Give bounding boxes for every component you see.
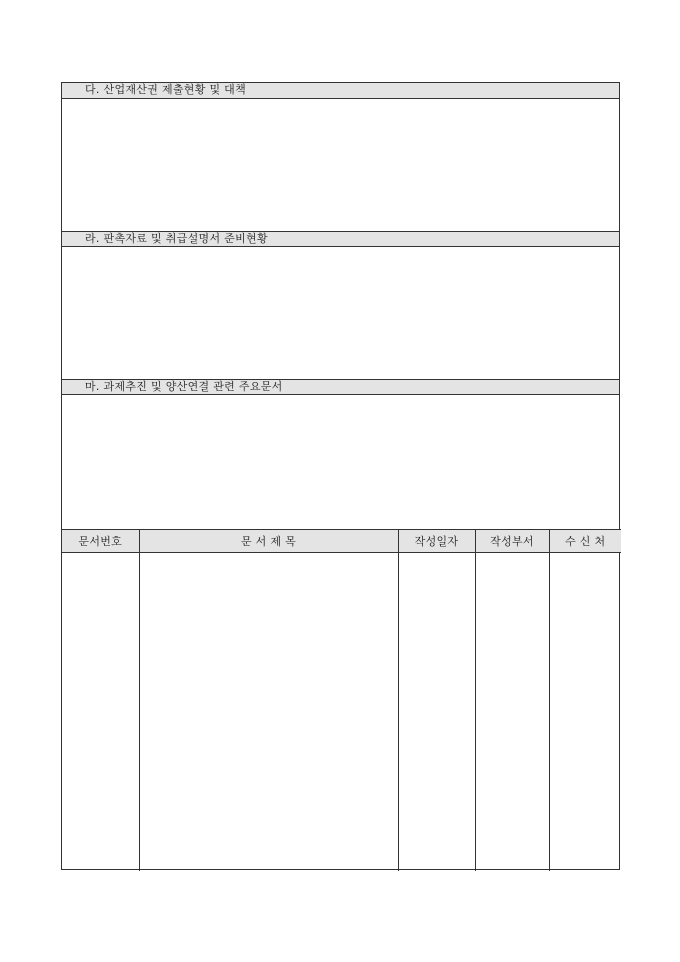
section-body-promo-materials[interactable] (62, 247, 619, 379)
table-row (62, 553, 621, 872)
cell-doc-number[interactable] (62, 553, 139, 872)
section-body-patents[interactable] (62, 99, 619, 231)
column-header-doc-title: 문 서 제 목 (139, 530, 398, 553)
section-header-patents (62, 83, 619, 99)
document-form (61, 82, 620, 870)
column-header-date: 작성일자 (398, 530, 475, 553)
column-header-recipient: 수 신 처 (549, 530, 621, 553)
section-label: 다. 산업재산권 제출현황 및 대책 (85, 83, 247, 96)
section-label: 라. 판촉자료 및 취급설명서 준비현황 (85, 232, 268, 245)
cell-date[interactable] (398, 553, 475, 872)
table-header-row (62, 530, 621, 553)
section-header-promo-materials (62, 231, 619, 247)
section-label: 마. 과제추진 및 양산연결 관련 주요문서 (85, 380, 283, 393)
cell-doc-title[interactable] (139, 553, 398, 872)
section-body-key-documents[interactable] (62, 395, 619, 529)
column-header-department: 작성부서 (475, 530, 549, 553)
column-header-doc-number: 문서번호 (62, 530, 139, 553)
section-header-key-documents (62, 379, 619, 395)
documents-table (62, 529, 621, 871)
cell-recipient[interactable] (549, 553, 621, 872)
cell-department[interactable] (475, 553, 549, 872)
